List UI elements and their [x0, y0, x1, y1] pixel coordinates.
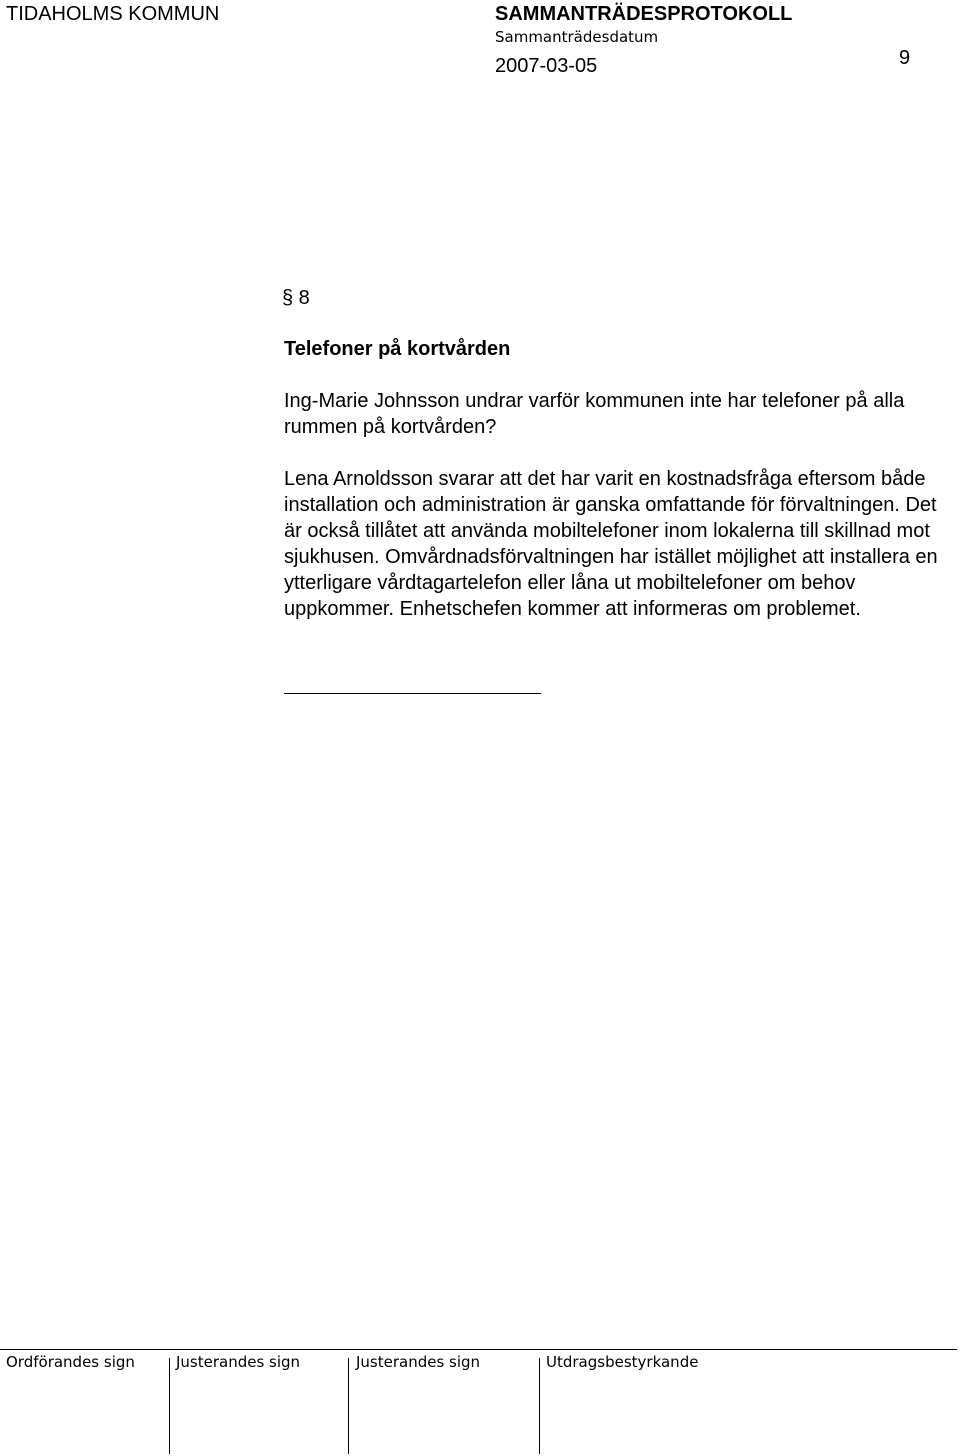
meeting-date-value: 2007-03-05 [495, 55, 598, 77]
meeting-date-label: Sammanträdesdatum [495, 28, 659, 46]
document-title: SAMMANTRÄDESPROTOKOLL [495, 3, 793, 25]
footer-adjuster-signature-2: Justerandes sign [356, 1353, 481, 1371]
footer-divider [348, 1358, 349, 1454]
section-heading: Telefoner på kortvården [284, 338, 511, 360]
section-number: § 8 [282, 287, 310, 309]
section-end-rule [284, 693, 541, 694]
footer-chair-signature: Ordförandes sign [6, 1353, 135, 1371]
municipality-name: TIDAHOLMS KOMMUN [6, 3, 220, 25]
footer-rule [0, 1349, 957, 1350]
paragraph-question: Ing-Marie Johnsson undrar varför kommunen inte har telefoner på alla rummen på kortvården? [284, 390, 905, 438]
paragraph-answer: Lena Arnoldsson svarar att det har varit en kostnadsfråga eftersom både installation och administration är ganska omfattande för förvaltningen. Det är också tillåtet att använda mobiltelefoner inom lokalerna till skillnad mot sjukhusen. Omvårdnadsförvaltningen har istället möjlighet att installera en ytterligare vårdtagartelefon eller låna ut mobiltelefoner om behov uppkommer. Enhetschefen kommer att informeras om problemet. [284, 468, 938, 620]
footer-divider [539, 1358, 540, 1454]
page-number: 9 [899, 47, 911, 69]
footer-adjuster-signature-1: Justerandes sign [176, 1353, 301, 1371]
footer-extract-certification: Utdragsbestyrkande [546, 1353, 699, 1371]
footer-divider [169, 1358, 170, 1454]
